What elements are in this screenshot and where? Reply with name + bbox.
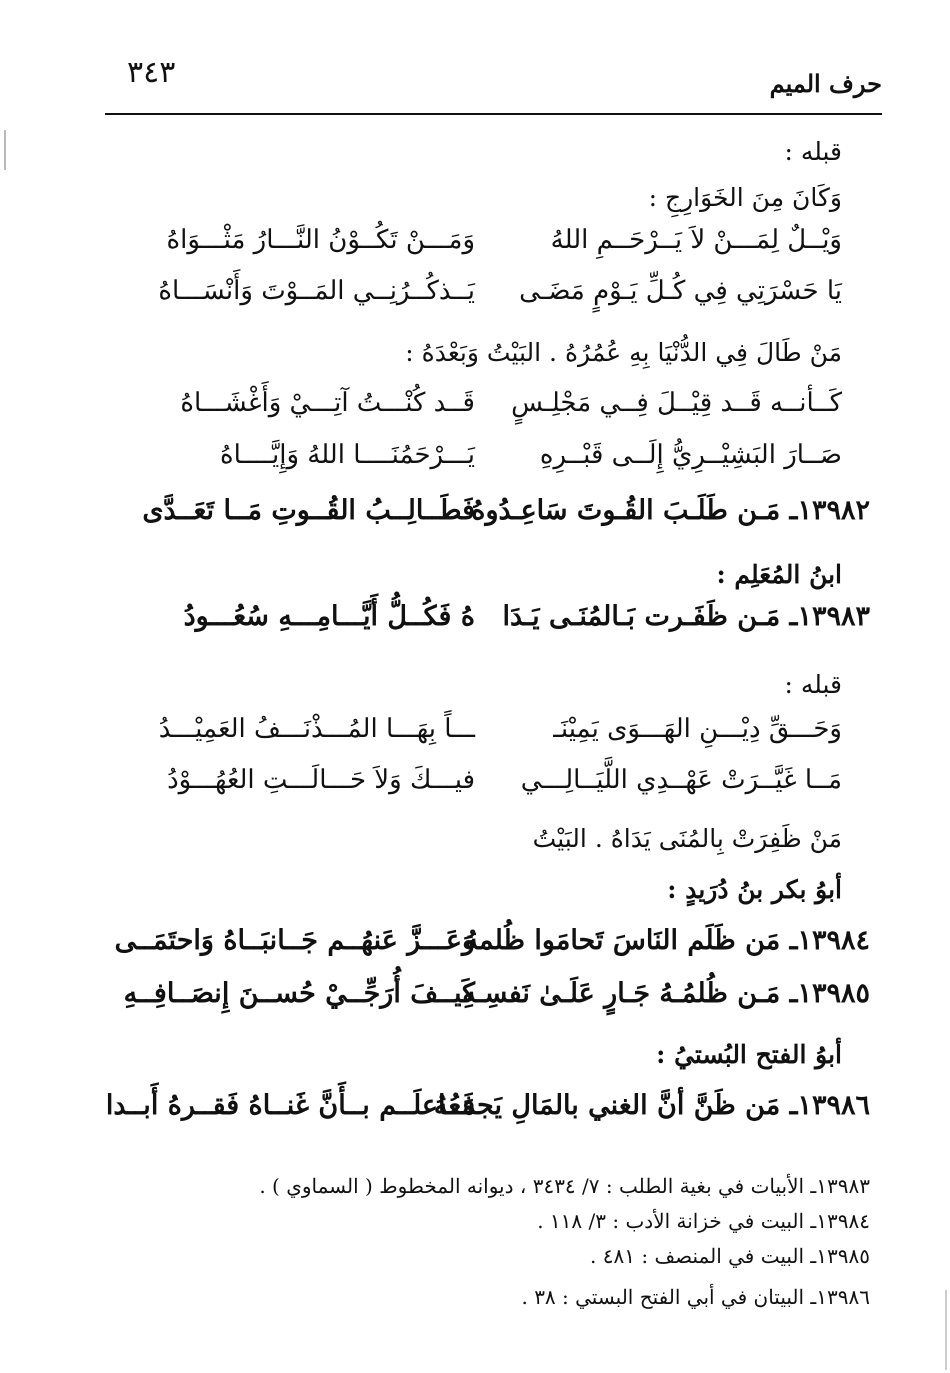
verse-line [130, 276, 870, 320]
scan-edge-mark [4, 130, 6, 170]
footnote: ١٣٩٨٦ـ البيتان في أبي الفتح البستي : ٣٨ . [521, 1285, 870, 1309]
intro-line: مَنْ ظَفِرَتْ بِالمُنَى يَدَاهُ . البَيْتُ [532, 824, 842, 853]
verse-line [130, 765, 870, 809]
first-hemistich: ١٣٩٨٣ـ مَـن ظَفَـرت بَـالمُنَـى يَـدَا [502, 601, 870, 632]
second-hemistich: قَــد كُنْـــتُ آتِـــيْ وَأَغْشَـــاهُ [180, 388, 475, 418]
scan-edge-mark [945, 1290, 947, 1370]
second-hemistich: ـــاً بِهَـــا المُـــذْنَـــفُ العَمِيْـــدُ [158, 714, 475, 744]
intro-line: قبله : [784, 137, 842, 166]
footnote: ١٣٩٨٥ـ البيت في المنصف : ٤٨١ . [590, 1244, 870, 1268]
first-hemistich: ١٣٩٨٤ـ مَن ظَلَم النَاسَ تَحامَوا ظُلمهُ [464, 925, 870, 956]
numbered-verse [130, 601, 870, 645]
verse-line [130, 714, 870, 758]
verse-line [130, 440, 870, 484]
second-hemistich: يَـــرْحَمُنَــــا اللهُ وَإِيَّــــاهُ [219, 440, 475, 470]
page-number: ٣٤٣ [127, 55, 176, 90]
numbered-verse [114, 925, 870, 969]
poet-name: ابنُ المُعَلِم : [716, 560, 842, 589]
header-rule [105, 113, 882, 115]
numbered-verse [130, 495, 870, 539]
running-head: حرف الميم [769, 69, 882, 98]
second-hemistich: كَيــفَ أُرَجِّــيْ حُســنَ إِنصَــافِــهِ [123, 978, 475, 1009]
poet-name: أبوُ بكر بنُ دُرَيدٍ : [667, 875, 842, 904]
first-hemistich: ١٣٩٨٢ـ مَـن طَلَـبَ القُـوتَ سَاعِـدُوهُ [471, 495, 870, 526]
numbered-verse [123, 978, 870, 1022]
second-hemistich: وَعَـــزَّ عَنهُــم جَــانبَــاهُ وَاحتَمَــى [114, 925, 475, 956]
first-hemistich: صَــارَ البَشِيْــرِيُّ إِلَــى قَبْــرِهِ [539, 440, 842, 470]
poet-name: أبوُ الفتح البُستيُ : [656, 1040, 842, 1069]
first-hemistich: وَيْــلٌ لِمَـــنْ لاَ يَــرْحَــمِ اللهُ [550, 225, 842, 255]
second-hemistich: فَطَــالِــبُ القُــوتِ مَــا تَعَــدَّى [142, 495, 475, 526]
footnote: ١٣٩٨٣ـ الأبيات في بغية الطلب : ٧/ ٣٤٣٤ ، ديوانه المخطوط ( السماوي ) . [259, 1174, 870, 1198]
page-header [105, 55, 882, 115]
first-hemistich: ١٣٩٨٥ـ مَـن ظُلمُـهُ جَـارٍ عَلَـىٰ نَفسِـهِ [462, 978, 870, 1009]
intro-line: قبله : [784, 670, 842, 699]
second-hemistich: فَــاعلَــم بــأَنَّ غَنــاهُ فَقــرهُ أَبــدا [105, 1090, 475, 1121]
verse-line [130, 225, 870, 269]
second-hemistich: فيـــكَ وَلاَ حَـــالَـــتِ العُهُـــوْدُ [167, 765, 475, 795]
first-hemistich: ١٣٩٨٦ـ مَن ظَنَّ أنَّ الغني بالمَالِ يَجمَعُهُ [433, 1090, 870, 1121]
intro-line: وَكَانَ مِنَ الخَوَارِجِ : [648, 183, 842, 212]
numbered-verse [105, 1090, 870, 1134]
first-hemistich: كَــأنــه قَــد قِيْــلَ فِــي مَجْلِـسٍ [511, 388, 842, 418]
second-hemistich: وَمَـــنْ تَكُــوْنُ النَّـــارُ مَثْـــوَاهُ [166, 225, 475, 255]
first-hemistich: وَحَـــقِّ دِيْـــنِ الهَـــوَى يَمِيْنَـ [553, 714, 842, 744]
footnote: ١٣٩٨٤ـ البيت في خزانة الأدب : ٣/ ١١٨ . [537, 1209, 870, 1233]
second-hemistich: هُ فَكُــلُّ أَيَّـــامِـــهِ سُعُـــودُ [183, 601, 475, 632]
verse-line [130, 388, 870, 432]
intro-line: مَنْ طَالَ فِي الدُّنْيَا بِهِ عُمُرُهُ . البَيْتُ وَبَعْدَهُ : [405, 338, 842, 367]
first-hemistich: يَا حَسْرَتِي فِي كُـلِّ يَـوْمٍ مَضَـى [519, 276, 842, 306]
second-hemistich: يَــذكُــرُنِــي المَــوْتَ وَأَنْسَـــاهُ [158, 276, 475, 306]
first-hemistich: مَــا غَيَّــرَتْ عَهْــدِي اللَّيَــالِـــي [520, 765, 842, 795]
